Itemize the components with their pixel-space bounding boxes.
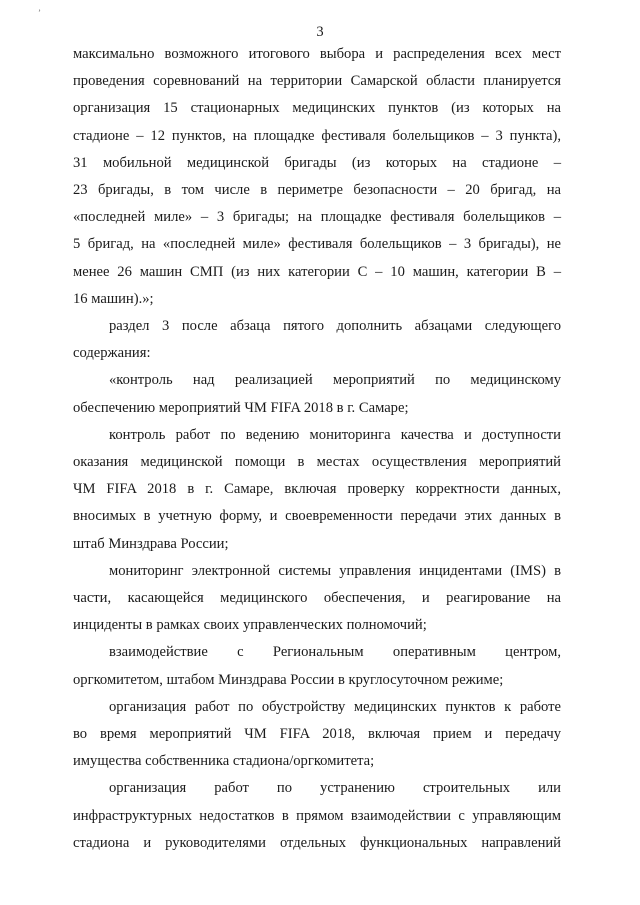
text-line: инциденты в рамках своих управленческих полномочий; — [73, 617, 427, 634]
document-body — [73, 41, 561, 857]
text-line: ЧМ FIFA 2018 в г. Самаре, включая проверку корректности данных, — [73, 481, 561, 498]
paragraph-quality-monitoring — [73, 422, 561, 558]
text-line: штаб Минздрава России; — [73, 535, 229, 552]
text-line: части, касающейся медицинского обеспечения, и реагирование на — [73, 590, 561, 607]
text-line: стадионе – 12 пунктов, на площадке фестиваля болельщиков – 3 пункта), — [73, 127, 561, 144]
paragraph-medical-points-setup — [73, 694, 561, 776]
text-line: имущества собственника стадиона/оргкомитета; — [73, 753, 375, 770]
text-line: организация работ по устранению строительных или — [109, 780, 561, 797]
corner-scan-mark: ’ — [38, 8, 41, 18]
text-line: инфраструктурных недостатков в прямом взаимодействии с управляющим — [73, 807, 561, 824]
text-line: стадиона и руководителями отдельных функциональных направлений — [73, 834, 561, 851]
paragraph-section-3-amendment — [73, 313, 561, 367]
text-line: максимально возможного итогового выбора и распределения всех мест — [73, 46, 561, 62]
text-line: обеспечению мероприятий ЧМ FIFA 2018 в г. Самаре; — [73, 399, 409, 416]
text-line: организация 15 стационарных медицинских пунктов (из которых на — [73, 100, 561, 117]
paragraph-continuation — [73, 41, 561, 313]
text-line: «последней миле» – 3 бригады; на площадке фестиваля болельщиков – — [73, 209, 561, 226]
text-line: оказания медицинской помощи в местах осуществления мероприятий — [73, 454, 561, 471]
paragraph-interaction — [73, 639, 561, 693]
text-line: контроль работ по ведению мониторинга качества и доступности — [109, 426, 561, 443]
page-number: 3 — [316, 24, 324, 40]
text-line: 16 машин).»; — [73, 290, 154, 307]
text-line: взаимодействие с Региональным оперативным центром, — [109, 644, 561, 661]
text-line: во время мероприятий ЧМ FIFA 2018, включая прием и передачу — [73, 726, 561, 743]
text-line: организация работ по обустройству медицинских пунктов к работе — [109, 698, 561, 715]
text-line: содержания: — [73, 345, 151, 362]
text-line: 23 бригады, в том числе в периметре безопасности – 20 бригад, на — [73, 182, 561, 199]
text-line: мониторинг электронной системы управления инцидентами (IMS) в — [109, 562, 561, 579]
text-line: менее 26 машин СМП (из них категории С – 10 машин, категории В – — [73, 263, 561, 280]
text-line: 31 мобильной медицинской бригады (из которых на стадионе – — [73, 154, 561, 171]
paragraph-ims-monitoring — [73, 558, 561, 640]
text-line: проведения соревнований на территории Самарской области планируется — [73, 73, 561, 90]
text-line: раздел 3 после абзаца пятого дополнить абзацами следующего — [109, 318, 561, 335]
paragraph-defects-elimination — [73, 775, 561, 857]
paragraph-control-measures — [73, 367, 561, 421]
text-line: 5 бригад, на «последней миле» фестиваля болельщиков – 3 бригады), не — [73, 236, 561, 253]
text-line: «контроль над реализацией мероприятий по медицинскому — [109, 372, 561, 389]
text-line: вносимых в учетную форму, и своевременности передачи этих данных в — [73, 508, 561, 525]
text-line: оргкомитетом, штабом Минздрава России в круглосуточном режиме; — [73, 671, 504, 688]
